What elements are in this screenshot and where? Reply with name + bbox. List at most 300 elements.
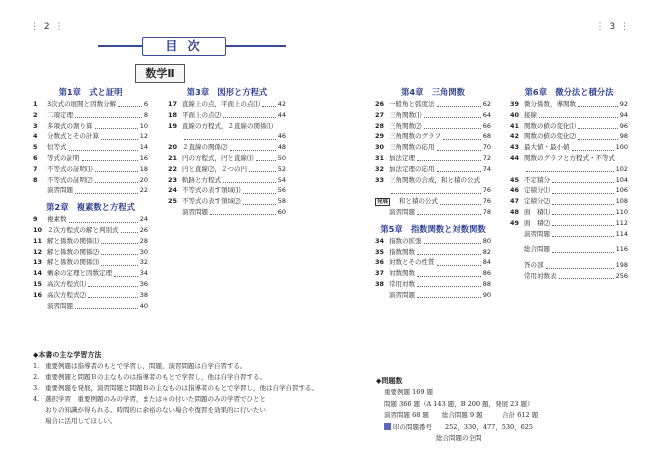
count-line: 総合問題の全問 xyxy=(384,434,482,443)
dot-leader xyxy=(424,123,481,129)
entry-title: 分数式とその計算 xyxy=(47,132,99,141)
toc-entry[interactable] xyxy=(168,131,286,142)
dot-leader xyxy=(95,177,138,183)
chapter-heading: 第4章 三角関数 xyxy=(401,87,465,97)
entry-page: 110 xyxy=(615,207,628,216)
note-item: おりの知識が得られる。時間的に余裕のない場合や復習を効果的に行いたい xyxy=(45,406,266,414)
entry-number: 32 xyxy=(375,164,385,173)
entry-number: 10 xyxy=(33,225,43,234)
toc-entry[interactable] xyxy=(33,214,148,225)
entry-page: 38 xyxy=(139,290,148,299)
entry-number: 1 xyxy=(33,100,38,108)
entry-page: 76 xyxy=(482,197,491,206)
dot-leader xyxy=(437,260,481,266)
toc-entry[interactable] xyxy=(168,121,286,132)
note-item: 4. 選択学習 重要例題のみの学習，または＊の付いた問題のみの学習でひとと xyxy=(33,395,266,403)
dot-leader xyxy=(417,271,481,277)
entry-page: 62 xyxy=(482,100,491,108)
entry-number: 24 xyxy=(168,186,178,195)
entry-title: 三角関数⑴ xyxy=(389,110,422,119)
entry-title: 恒等式 xyxy=(47,143,67,152)
entry-page: 70 xyxy=(482,143,491,152)
entry-title: 平面上の点⑵ xyxy=(182,110,221,119)
dot-leader xyxy=(121,227,138,233)
entry-title: 関数の値の変化⑵ xyxy=(524,132,576,141)
dot-leader xyxy=(230,145,276,151)
dot-leader xyxy=(578,123,618,129)
entry-page: 78 xyxy=(482,207,491,216)
dot-leader xyxy=(101,249,138,255)
entry-number: 42 xyxy=(510,132,520,141)
toc-entry[interactable] xyxy=(33,110,148,121)
dot-leader xyxy=(552,231,614,237)
toc-entry[interactable] xyxy=(510,229,628,240)
entry-page: 42 xyxy=(277,100,286,108)
entry-page: 32 xyxy=(139,258,148,267)
entry-title: ２直線の関係⑵ xyxy=(182,143,228,152)
entry-number: 17 xyxy=(168,100,178,108)
counts-heading: ◆問題数 xyxy=(376,377,403,385)
entry-title: 不等式の表す領域⑵ xyxy=(182,197,241,206)
dot-leader xyxy=(88,292,138,298)
dot-leader xyxy=(69,145,138,151)
toc-entry[interactable] xyxy=(375,164,491,175)
entry-number: 25 xyxy=(168,197,178,206)
dot-leader xyxy=(424,238,481,244)
entry-page: 12 xyxy=(139,132,148,141)
entry-number: 35 xyxy=(375,247,385,256)
toc-entry[interactable] xyxy=(33,225,148,236)
toc-entry[interactable] xyxy=(510,244,628,255)
dot-leader xyxy=(75,303,138,309)
entry-title: 高次方程式⑴ xyxy=(47,279,86,288)
entry-title: 常用対数表 xyxy=(524,271,557,280)
entry-number: 31 xyxy=(375,153,385,162)
entry-number: 7 xyxy=(33,164,38,173)
dot-leader xyxy=(437,101,481,107)
dot-leader xyxy=(101,238,138,244)
toc-entry[interactable] xyxy=(510,271,628,282)
page-number-right: ⋮ 3 ⋮ xyxy=(595,22,630,32)
dot-leader xyxy=(101,134,138,140)
chapter-heading: 第3章 図形と方程式 xyxy=(186,87,268,97)
entry-title: 不等式の証明⑵ xyxy=(47,175,93,184)
toc-entry[interactable] xyxy=(168,185,286,196)
toc-entry[interactable] xyxy=(510,185,628,196)
dot-leader xyxy=(114,271,138,277)
entry-page: 58 xyxy=(277,197,286,206)
dot-leader xyxy=(417,155,481,161)
chapter-heading: 第5章 指数関数と対数関数 xyxy=(380,223,486,234)
entry-page: 68 xyxy=(482,132,491,141)
toc-entry[interactable] xyxy=(168,175,286,186)
entry-page: 108 xyxy=(615,197,628,206)
entry-number: 21 xyxy=(168,153,178,162)
entry-page: 24 xyxy=(139,215,148,224)
entry-number: 48 xyxy=(510,207,520,216)
entry-number: 11 xyxy=(33,236,43,245)
toc-entry[interactable] xyxy=(168,207,286,218)
entry-page: 84 xyxy=(482,258,491,267)
entry-page: 36 xyxy=(139,279,148,288)
entry-number: 9 xyxy=(33,215,38,224)
entry-title: 関数の値の変化⑴ xyxy=(524,121,576,130)
dot-leader xyxy=(552,209,614,215)
entry-page: 94 xyxy=(619,110,628,119)
entry-title: 関数のグラフと方程式・不等式 xyxy=(524,153,615,162)
toc-entry[interactable] xyxy=(375,236,491,247)
dot-leader xyxy=(249,166,276,172)
entry-number: 38 xyxy=(375,279,385,288)
dot-leader xyxy=(424,112,481,118)
toc-entry[interactable] xyxy=(375,247,491,258)
dot-leader xyxy=(578,101,618,107)
toc-entry[interactable] xyxy=(510,121,628,132)
dot-leader xyxy=(101,260,138,266)
entry-title: 演習問題 xyxy=(389,207,415,216)
entry-title: 演習問題 xyxy=(389,290,415,299)
entry-title: 演習問題 xyxy=(47,301,73,310)
toc-entry[interactable] xyxy=(168,153,286,164)
toc-entry[interactable] xyxy=(33,247,148,258)
toc-entry[interactable] xyxy=(375,153,491,164)
toc-entry[interactable] xyxy=(510,142,628,153)
toc-entry[interactable] xyxy=(510,196,628,207)
entry-page: 104 xyxy=(615,175,628,184)
entry-title: 接線 xyxy=(524,110,537,119)
entry-number: 19 xyxy=(168,121,178,130)
entry-title: 3次式の展開と因数分解 xyxy=(47,100,117,108)
dot-leader xyxy=(184,134,276,140)
dot-leader xyxy=(417,281,481,287)
entry-number: 13 xyxy=(33,258,43,267)
chapter-heading: 第2章 複素数と方程式 xyxy=(46,202,135,213)
entry-page: 50 xyxy=(277,153,286,162)
entry-page: 90 xyxy=(482,290,491,299)
dot-leader xyxy=(572,145,614,151)
toc-column-2 xyxy=(168,86,286,218)
dot-leader xyxy=(552,220,614,226)
toc-entry[interactable] xyxy=(510,175,628,186)
entry-number: 8 xyxy=(33,175,38,184)
entry-title: 解と係数の関係⑴ xyxy=(47,236,99,245)
entry-number: 41 xyxy=(510,121,520,130)
dot-leader xyxy=(552,188,614,194)
count-line: 演習問題 68 題 総合問題 9 題 合計 612 題 xyxy=(384,411,539,420)
entry-title: 剰余の定理と因数定理 xyxy=(47,269,112,278)
entry-title: 三角関数の合成，和と積の公式 xyxy=(389,175,480,184)
entry-title: 円の方程式，円と直線⑴ xyxy=(182,153,254,162)
entry-page: 46 xyxy=(277,132,286,141)
entry-number: 28 xyxy=(375,121,385,130)
entry-title: 加法定理 xyxy=(389,153,415,162)
entry-title: 多項式の割り算 xyxy=(47,121,93,130)
toc-entry[interactable] xyxy=(33,175,148,186)
entry-page: 56 xyxy=(277,186,286,195)
dot-leader xyxy=(417,209,481,215)
entry-page: 114 xyxy=(615,229,628,238)
entry-title: 定積分⑴ xyxy=(524,186,550,195)
toc-entry[interactable] xyxy=(375,290,491,301)
entry-page: 40 xyxy=(139,301,148,310)
toc-column-1 xyxy=(33,86,148,311)
entry-page: 86 xyxy=(482,269,491,278)
entry-title: 高次方程式⑵ xyxy=(47,290,86,299)
entry-title: 軌跡と方程式 xyxy=(182,175,221,184)
entry-title: 直線上の点，平面上の点⑴ xyxy=(182,100,260,108)
toc-entry[interactable] xyxy=(33,290,148,301)
page-number-left: ⋮ 2 ⋮ xyxy=(30,22,65,32)
toc-entry[interactable] xyxy=(33,185,148,196)
entry-title: 三角関数のグラフ xyxy=(389,132,441,141)
entry-page: 88 xyxy=(482,279,491,288)
entry-title: 二項定理 xyxy=(47,110,73,119)
entry-title: 最大値・最小値 xyxy=(524,143,570,152)
page-title: 目 次 xyxy=(142,37,226,56)
entry-title: 不等式の表す領域⑴ xyxy=(182,186,241,195)
entry-page: 28 xyxy=(139,236,148,245)
toc-entry[interactable] xyxy=(33,301,148,312)
toc-entry[interactable] xyxy=(510,131,628,142)
entry-number: 4 xyxy=(33,132,38,141)
entry-page: 96 xyxy=(619,121,628,130)
toc-entry[interactable] xyxy=(33,142,148,153)
toc-entry[interactable] xyxy=(33,164,148,175)
entry-number: 20 xyxy=(168,143,178,152)
entry-page: 54 xyxy=(277,175,286,184)
entry-title: 複素数 xyxy=(47,215,67,224)
dot-leader xyxy=(82,155,138,161)
entry-page: 82 xyxy=(482,247,491,256)
toc-entry[interactable] xyxy=(168,110,286,121)
dot-leader xyxy=(417,249,481,255)
toc-entry[interactable] xyxy=(33,121,148,132)
entry-title: 演習問題 xyxy=(524,229,550,238)
entry-page: 6 xyxy=(143,100,148,108)
dot-leader xyxy=(559,273,614,279)
entry-title: 解と係数の関係⑶ xyxy=(47,258,99,267)
entry-page: 80 xyxy=(482,236,491,245)
dot-leader xyxy=(440,199,481,205)
entry-number: 12 xyxy=(33,247,43,256)
entry-page: 102 xyxy=(615,164,628,173)
toc-entry[interactable] xyxy=(375,131,491,142)
dot-leader xyxy=(210,209,276,215)
entry-page: 64 xyxy=(482,110,491,119)
dot-leader xyxy=(552,199,614,205)
toc-entry[interactable] xyxy=(33,99,148,110)
dot-leader xyxy=(578,134,618,140)
entry-page: 14 xyxy=(139,143,148,152)
toc-entry[interactable] xyxy=(510,99,628,110)
entry-title: 対数関数 xyxy=(389,269,415,278)
dot-leader xyxy=(539,112,618,118)
entry-number: 44 xyxy=(510,153,520,162)
entry-title: 加法定理の応用 xyxy=(389,164,435,173)
entry-page: 48 xyxy=(277,143,286,152)
toc-entry[interactable] xyxy=(510,164,628,175)
entry-number: 27 xyxy=(375,110,385,119)
note-item: 2. 重要例題と問題Ｂの主なものは指導者のもとで学習し，他は自学自習する。 xyxy=(33,373,266,381)
dot-leader xyxy=(223,112,276,118)
entry-page: 198 xyxy=(615,261,628,270)
entry-title: 面 積⑴ xyxy=(524,207,550,216)
entry-number: 15 xyxy=(33,279,43,288)
toc-entry[interactable] xyxy=(375,257,491,268)
entry-page: 66 xyxy=(482,121,491,130)
toc-entry[interactable] xyxy=(168,142,286,153)
dot-leader xyxy=(95,166,138,172)
entry-number: 47 xyxy=(510,197,520,206)
chapter-heading: 第1章 式と証明 xyxy=(58,87,123,97)
dot-leader xyxy=(437,166,481,172)
toc-entry[interactable] xyxy=(33,268,148,279)
entry-number: 36 xyxy=(375,258,385,267)
dot-leader xyxy=(88,281,138,287)
entry-title: 定積分⑵ xyxy=(524,197,550,206)
note-item: 1. 重要例題は指導者のもとで学習し，問題，演習問題は自学自習する。 xyxy=(33,362,247,370)
entry-page: 20 xyxy=(139,175,148,184)
entry-number: 22 xyxy=(168,164,178,173)
toc-entry[interactable] xyxy=(375,110,491,121)
toc-entry[interactable] xyxy=(510,207,628,218)
dot-leader xyxy=(243,188,276,194)
dot-leader xyxy=(443,134,481,140)
entry-page: 106 xyxy=(615,186,628,195)
dot-leader xyxy=(223,177,276,183)
toc-entry[interactable] xyxy=(33,257,148,268)
entry-page: 22 xyxy=(139,186,148,195)
entry-title: 三角関数の応用 xyxy=(389,143,435,152)
entry-title: 答の部 xyxy=(524,261,544,270)
entry-page: 10 xyxy=(139,121,148,130)
entry-title: 不定積分 xyxy=(524,175,550,184)
entry-page: 60 xyxy=(277,207,286,216)
toc-entry[interactable] xyxy=(375,121,491,132)
entry-title: 微分係数，導関数 xyxy=(524,100,576,108)
toc-entry[interactable] xyxy=(33,279,148,290)
entry-page: 72 xyxy=(482,153,491,162)
dot-leader xyxy=(552,177,614,183)
entry-number: 34 xyxy=(375,236,385,245)
entry-page: 18 xyxy=(139,164,148,173)
entry-number: 39 xyxy=(510,100,520,108)
entry-number: 49 xyxy=(510,218,520,227)
toc-column-4 xyxy=(510,86,628,282)
marker-icon xyxy=(384,423,391,430)
toc-entry[interactable] xyxy=(168,196,286,207)
entry-number: 37 xyxy=(375,269,385,278)
entry-number: 14 xyxy=(33,269,43,278)
entry-number: 46 xyxy=(510,186,520,195)
entry-title: 不等式の証明⑴ xyxy=(47,164,93,173)
entry-number: 33 xyxy=(375,175,385,184)
entry-page: 92 xyxy=(619,100,628,108)
entry-number: 29 xyxy=(375,132,385,141)
note-item: 3. 重要例題を発展，演習問題と問題Ｂの主なものは指導者のもとで学習し，他は自学自習する。 xyxy=(33,384,318,392)
entry-title: 指数関数 xyxy=(389,247,415,256)
entry-number: 発展 xyxy=(377,198,389,205)
note-item: 場合に活用してほしい。 xyxy=(45,417,117,425)
dot-leader xyxy=(437,145,481,151)
entry-page: 8 xyxy=(143,110,148,119)
problem-counts xyxy=(376,376,626,444)
dot-leader xyxy=(69,217,138,223)
toc-entry[interactable] xyxy=(510,153,628,164)
entry-number: 5 xyxy=(33,143,38,152)
toc-entry[interactable] xyxy=(375,196,491,207)
entry-number: 30 xyxy=(375,143,385,152)
entry-page: 116 xyxy=(615,245,628,254)
entry-number: 3 xyxy=(33,121,38,130)
toc-entry[interactable] xyxy=(510,260,628,271)
dot-leader xyxy=(243,199,276,205)
toc-entry[interactable] xyxy=(375,99,491,110)
entry-number: 23 xyxy=(168,175,178,184)
entry-title: 等式の証明 xyxy=(47,153,80,162)
count-line: 問題 366 題（A 143 題，B 200 題，発展 23 題） xyxy=(384,399,534,408)
dot-leader xyxy=(262,101,276,107)
toc-entry[interactable] xyxy=(168,164,286,175)
toc-entry[interactable] xyxy=(510,218,628,229)
dot-leader xyxy=(546,263,614,269)
entry-number: 26 xyxy=(375,100,385,108)
toc-entry[interactable] xyxy=(375,268,491,279)
entry-title: 演習問題 xyxy=(47,186,73,195)
entry-number: 2 xyxy=(33,110,38,119)
entry-title: 三角関数⑵ xyxy=(389,121,422,130)
toc-column-3 xyxy=(375,86,491,301)
toc-entry[interactable] xyxy=(33,236,148,247)
entry-page: 76 xyxy=(482,186,491,195)
toc-entry[interactable] xyxy=(375,142,491,153)
entry-page: 256 xyxy=(615,271,628,280)
toc-entry[interactable] xyxy=(33,153,148,164)
entry-page: 16 xyxy=(139,153,148,162)
toc-entry[interactable] xyxy=(375,279,491,290)
dot-leader xyxy=(95,123,138,129)
toc-entry[interactable] xyxy=(375,175,491,186)
entry-title: 一般角と弧度法 xyxy=(389,100,435,108)
entry-title: ２次方程式の解と判別式 xyxy=(47,225,119,234)
dot-leader xyxy=(391,188,481,194)
dot-leader xyxy=(526,166,614,172)
entry-number: 18 xyxy=(168,110,178,119)
subject-label: 数学Ⅱ xyxy=(135,64,185,83)
entry-title: 総合問題 xyxy=(524,245,550,254)
entry-title: 対数とその性質 xyxy=(389,258,435,267)
entry-page: 100 xyxy=(615,143,628,152)
entry-page: 26 xyxy=(139,225,148,234)
entry-title: 和と積の公式 xyxy=(399,197,438,206)
entry-number: 43 xyxy=(510,143,520,152)
entry-title: 円と直線⑵，２つの円 xyxy=(182,164,247,173)
dot-leader xyxy=(417,292,481,298)
entry-page: 34 xyxy=(139,269,148,278)
toc-entry[interactable] xyxy=(375,185,491,196)
count-line: 印の問題番号 252，330，477，530，625 xyxy=(376,422,626,433)
toc-entry[interactable] xyxy=(168,99,286,110)
toc-entry[interactable] xyxy=(510,110,628,121)
toc-entry[interactable] xyxy=(375,207,491,218)
entry-title: 直線の方程式，２直線の関係⑴ xyxy=(182,121,273,130)
entry-number: 6 xyxy=(33,153,38,162)
entry-title: 指数の拡張 xyxy=(389,236,422,245)
study-method-notes xyxy=(33,350,333,427)
dot-leader xyxy=(75,188,138,194)
entry-number: 40 xyxy=(510,110,520,119)
toc-entry[interactable] xyxy=(33,131,148,142)
